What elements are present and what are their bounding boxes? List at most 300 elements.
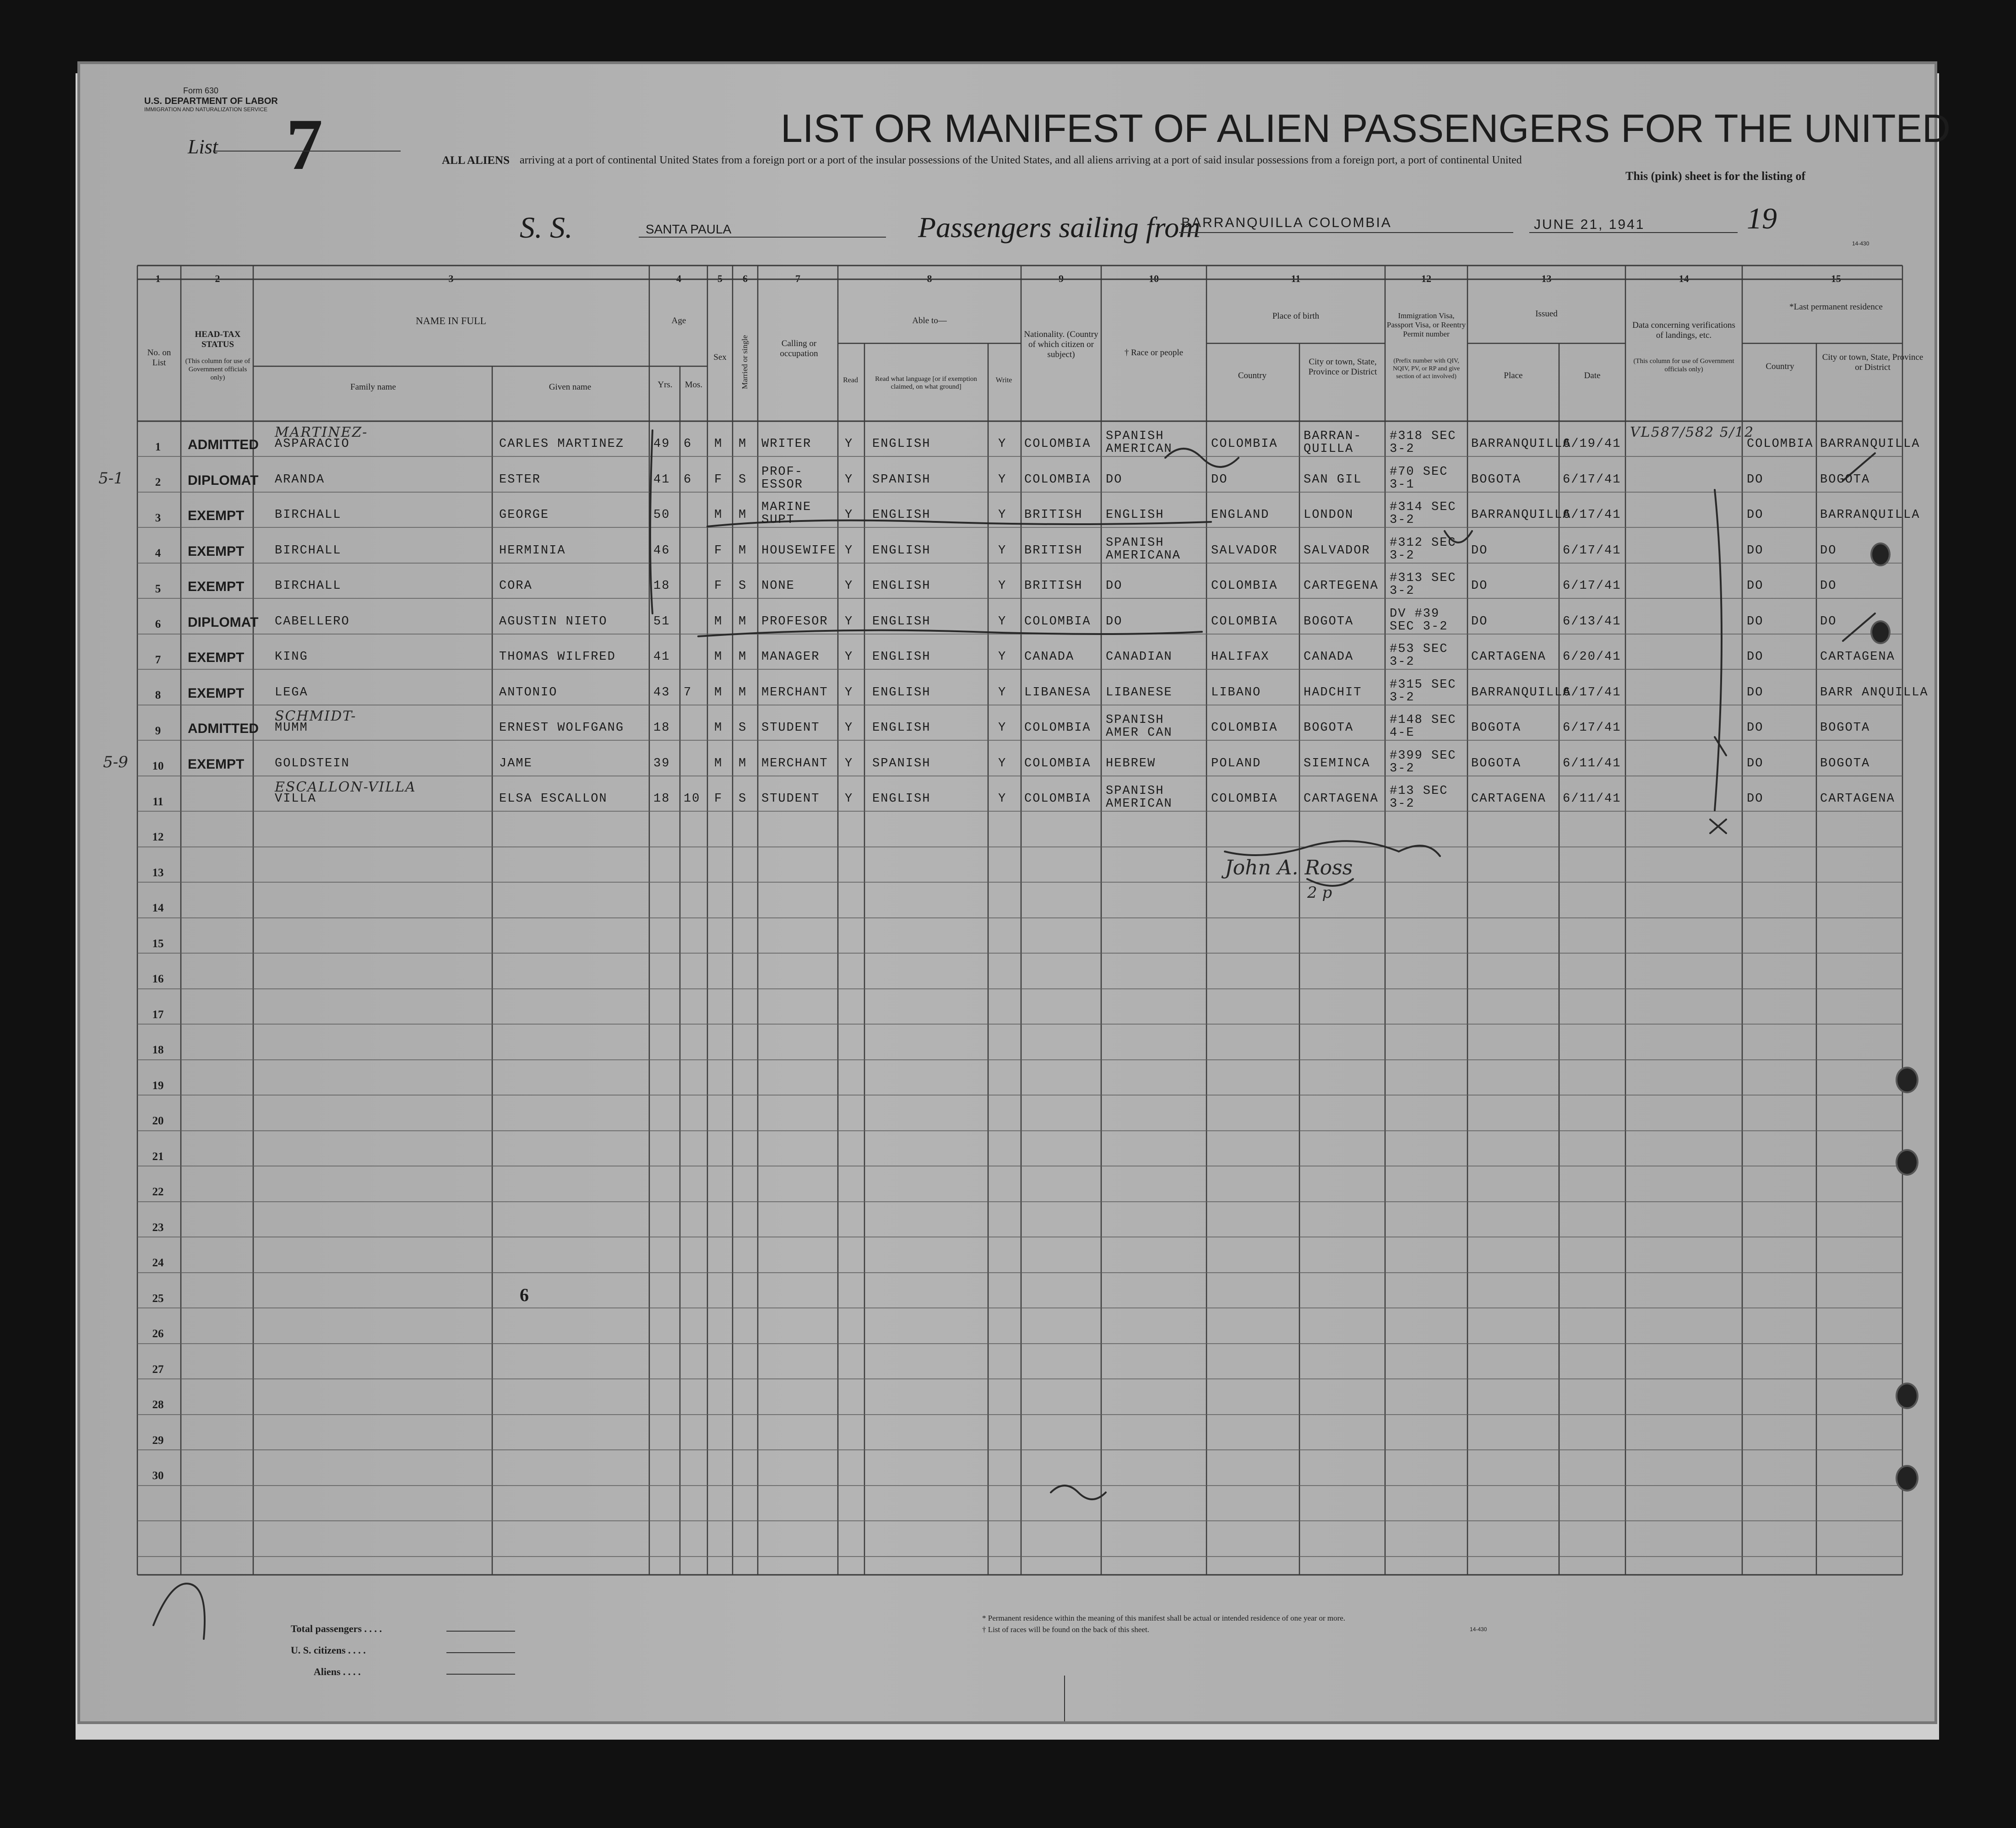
row-8-mos: 7 bbox=[684, 685, 692, 700]
row-4-sex: F bbox=[714, 543, 723, 558]
row-1-status: ADMITTED bbox=[188, 437, 259, 452]
row-number: 18 bbox=[152, 1044, 164, 1056]
row-6-race: DO bbox=[1106, 614, 1123, 629]
row-3-family: BIRCHALL bbox=[275, 508, 342, 522]
row-4-visa: #312 SEC 3-2 bbox=[1390, 536, 1456, 563]
binder-hole bbox=[1870, 542, 1891, 566]
row-6-given: AGUSTIN NIETO bbox=[499, 614, 608, 629]
row-5-ms: S bbox=[739, 579, 747, 593]
row-3-idate: 6/17/41 bbox=[1563, 508, 1621, 522]
row-1-rcity: BARRANQUILLA bbox=[1820, 437, 1920, 451]
row-6-status: DIPLOMAT bbox=[188, 614, 259, 630]
row-11-read: Y bbox=[845, 792, 853, 806]
hdr-head-tax-note: (This column for use of Government officials only) bbox=[185, 358, 250, 381]
row-4-ms: M bbox=[739, 543, 747, 558]
row-2-city: SAN GIL bbox=[1304, 472, 1362, 487]
row-11-mos: 10 bbox=[684, 792, 701, 806]
row-11-city: CARTAGENA bbox=[1304, 792, 1379, 806]
row-6-ms: M bbox=[739, 614, 747, 629]
row-6-idate: 6/13/41 bbox=[1563, 614, 1621, 629]
row-9-nat: COLOMBIA bbox=[1024, 721, 1091, 735]
signature-tail: 2 p bbox=[1307, 884, 1332, 902]
row-1-country: COLOMBIA bbox=[1211, 437, 1278, 451]
row-11-ms: S bbox=[739, 792, 747, 806]
hdr-yrs: Yrs. bbox=[658, 380, 673, 390]
row-1-sex: M bbox=[714, 437, 723, 451]
row-11-country: COLOMBIA bbox=[1211, 792, 1278, 806]
row-number: 23 bbox=[152, 1221, 164, 1234]
row-3-read: Y bbox=[845, 508, 853, 522]
row-3-lang: ENGLISH bbox=[872, 508, 931, 522]
sailing-label: Passengers sailing from bbox=[918, 211, 1201, 244]
row-7-place: CARTAGENA bbox=[1471, 650, 1546, 664]
row-3-given: GEORGE bbox=[499, 508, 549, 522]
row-10-yrs: 39 bbox=[653, 756, 670, 770]
row-10-nat: COLOMBIA bbox=[1024, 756, 1091, 770]
row-9-rcity: BOGOTA bbox=[1820, 721, 1870, 735]
row-11-visa: #13 SEC 3-2 bbox=[1390, 784, 1448, 811]
row-6-family: CABELLERO bbox=[275, 614, 350, 629]
row-11-place: CARTAGENA bbox=[1471, 792, 1546, 806]
row-2-occ: PROF- ESSOR bbox=[761, 465, 804, 492]
col-num-12: 12 bbox=[1421, 273, 1431, 284]
row-10-family: GOLDSTEIN bbox=[275, 756, 350, 770]
row-7-country: HALIFAX bbox=[1211, 650, 1270, 664]
row-2-race: DO bbox=[1106, 472, 1123, 487]
row-4-occ: HOUSEWIFE bbox=[761, 543, 837, 558]
row-4-given: HERMINIA bbox=[499, 543, 566, 558]
footer-note-residence: * Permanent residence within the meaning of this manifest shall be actual or intended residence of one year or more. bbox=[982, 1614, 1346, 1622]
row-number: 6 bbox=[155, 618, 161, 630]
form-number: Form 630 bbox=[183, 86, 219, 95]
row-7-rcountry: DO bbox=[1747, 650, 1764, 664]
row-9-status: ADMITTED bbox=[188, 721, 259, 736]
margin-mark: 5-9 bbox=[103, 753, 128, 771]
row-9-family: MUMM bbox=[275, 721, 308, 735]
ss-label: S. S. bbox=[520, 211, 573, 244]
row-5-status: EXEMPT bbox=[188, 579, 245, 594]
grid-lines bbox=[80, 64, 1934, 1721]
hdr-able-to: Able to— bbox=[912, 316, 947, 325]
col-num-11: 11 bbox=[1291, 273, 1301, 284]
row-2-ms: S bbox=[739, 472, 747, 487]
row-4-lang: ENGLISH bbox=[872, 543, 931, 558]
row-6-place: DO bbox=[1471, 614, 1488, 629]
row-11-occ: STUDENT bbox=[761, 792, 820, 806]
row-4-rcity: DO bbox=[1820, 543, 1837, 558]
row-2-place: BOGOTA bbox=[1471, 472, 1522, 487]
row-3-rcountry: DO bbox=[1747, 508, 1764, 522]
manifest-sheet bbox=[80, 64, 1951, 1721]
row-number: 28 bbox=[152, 1399, 164, 1411]
row-number: 12 bbox=[152, 831, 164, 843]
row-number: 27 bbox=[152, 1363, 164, 1376]
row-10-rcity: BOGOTA bbox=[1820, 756, 1870, 770]
hdr-nationality: Nationality. (Country of which citizen or subject) bbox=[1024, 330, 1098, 359]
row-8-yrs: 43 bbox=[653, 685, 670, 700]
hdr-country: Country bbox=[1238, 371, 1267, 380]
col-num-8: 8 bbox=[927, 273, 932, 284]
row-8-city: HADCHIT bbox=[1304, 685, 1362, 700]
row-3-yrs: 50 bbox=[653, 508, 670, 522]
row-4-nat: BRITISH bbox=[1024, 543, 1083, 558]
row-4-race: SPANISH AMERICANA bbox=[1106, 536, 1181, 563]
hdr-date: Date bbox=[1584, 371, 1601, 380]
row-11-write: Y bbox=[998, 792, 1007, 806]
row-1-write: Y bbox=[998, 437, 1007, 451]
row-6-lang: ENGLISH bbox=[872, 614, 931, 629]
col-num-15: 15 bbox=[1831, 273, 1841, 284]
row-5-rcountry: DO bbox=[1747, 579, 1764, 593]
hdr-read-lang: Read what language [or if exemption claimed, on what ground] bbox=[875, 375, 977, 391]
row-8-rcity: BARR ANQUILLA bbox=[1820, 685, 1929, 700]
row-7-status: EXEMPT bbox=[188, 650, 245, 665]
hdr-read: Read bbox=[843, 376, 858, 384]
row-7-write: Y bbox=[998, 650, 1007, 664]
hdr-visa: Immigration Visa, Passport Visa, or Reentry Permit number bbox=[1386, 311, 1466, 338]
row-2-status: DIPLOMAT bbox=[188, 472, 259, 488]
col-num-1: 1 bbox=[155, 273, 161, 284]
row-7-nat: CANADA bbox=[1024, 650, 1075, 664]
row-9-place: BOGOTA bbox=[1471, 721, 1522, 735]
row-1-nat: COLOMBIA bbox=[1024, 437, 1091, 451]
row-1-read: Y bbox=[845, 437, 853, 451]
departure-port: BARRANQUILLA COLOMBIA bbox=[1181, 215, 1392, 230]
row-9-given: ERNEST WOLFGANG bbox=[499, 721, 625, 735]
row-9-ms: S bbox=[739, 721, 747, 735]
row-2-yrs: 41 bbox=[653, 472, 670, 487]
row-11-nat: COLOMBIA bbox=[1024, 792, 1091, 806]
hdr-race: † Race or people bbox=[1124, 348, 1184, 358]
row-8-place: BARRANQUILLA bbox=[1471, 685, 1571, 700]
list-number: 7 bbox=[286, 103, 323, 185]
row-number: 29 bbox=[152, 1434, 164, 1447]
service: IMMIGRATION AND NATURALIZATION SERVICE bbox=[144, 106, 268, 113]
row-number: 22 bbox=[152, 1186, 164, 1198]
list-label: List bbox=[188, 136, 218, 158]
row-11-yrs: 18 bbox=[653, 792, 670, 806]
row-5-given: CORA bbox=[499, 579, 533, 593]
row-2-country: DO bbox=[1211, 472, 1228, 487]
row-6-country: COLOMBIA bbox=[1211, 614, 1278, 629]
row-3-ms: M bbox=[739, 508, 747, 522]
row-8-ms: M bbox=[739, 685, 747, 700]
row-7-rcity: CARTAGENA bbox=[1820, 650, 1895, 664]
row-7-visa: #53 SEC 3-2 bbox=[1390, 642, 1448, 669]
row-11-lang: ENGLISH bbox=[872, 792, 931, 806]
row-9-lang: ENGLISH bbox=[872, 721, 931, 735]
row-4-family: BIRCHALL bbox=[275, 543, 342, 558]
row-2-mos: 6 bbox=[684, 472, 692, 487]
row-1-occ: WRITER bbox=[761, 437, 812, 451]
row-number: 2 bbox=[155, 476, 161, 488]
row-5-idate: 6/17/41 bbox=[1563, 579, 1621, 593]
row-number: 19 bbox=[152, 1079, 164, 1092]
binder-hole bbox=[1896, 1149, 1918, 1176]
row-5-city: CARTEGENA bbox=[1304, 579, 1379, 593]
footer-us-citizens: U. S. citizens . . . . bbox=[291, 1644, 366, 1656]
row-10-status: EXEMPT bbox=[188, 756, 245, 772]
row-5-read: Y bbox=[845, 579, 853, 593]
row-1-visa: #318 SEC 3-2 bbox=[1390, 429, 1456, 456]
row-number: 10 bbox=[152, 760, 164, 772]
row-number: 3 bbox=[155, 512, 161, 524]
hdr-data-concerning: Data concerning verifications of landings, etc. bbox=[1632, 320, 1735, 340]
row-9-idate: 6/17/41 bbox=[1563, 721, 1621, 735]
row-10-read: Y bbox=[845, 756, 853, 770]
row-9-occ: STUDENT bbox=[761, 721, 820, 735]
hdr-res-country: Country bbox=[1766, 362, 1794, 371]
row-2-lang: SPANISH bbox=[872, 472, 931, 487]
row-8-visa: #315 SEC 3-2 bbox=[1390, 678, 1456, 705]
row-number: 16 bbox=[152, 973, 164, 985]
row-8-status: EXEMPT bbox=[188, 685, 245, 701]
row-9-read: Y bbox=[845, 721, 853, 735]
row-2-rcity: BOGOTA bbox=[1820, 472, 1870, 487]
footer-code: 14-430 bbox=[1470, 1626, 1487, 1633]
hdr-place: Place bbox=[1504, 371, 1523, 380]
row-1-yrs: 49 bbox=[653, 437, 670, 451]
row-8-read: Y bbox=[845, 685, 853, 700]
row-3-occ: MARINE SUPT bbox=[761, 500, 812, 527]
department: U.S. DEPARTMENT OF LABOR bbox=[144, 96, 278, 106]
subtitle: arriving at a port of continental United States from a foreign port or a port of the insular possessions of the United States, and all aliens arriving at a port of said insular possessions from a foreign port, a port of continental United bbox=[520, 154, 1522, 166]
row-8-country: LIBANO bbox=[1211, 685, 1261, 700]
row-6-city: BOGOTA bbox=[1304, 614, 1354, 629]
row-6-occ: PROFESOR bbox=[761, 614, 828, 629]
row-11-rcountry: DO bbox=[1747, 792, 1764, 806]
row-3-write: Y bbox=[998, 508, 1007, 522]
row-3-race: ENGLISH bbox=[1106, 508, 1164, 522]
row-1-given: CARLES MARTINEZ bbox=[499, 437, 625, 451]
row-8-family: LEGA bbox=[275, 685, 308, 700]
binder-hole bbox=[1896, 1067, 1918, 1093]
row-number: 4 bbox=[155, 547, 161, 559]
row-7-ms: M bbox=[739, 650, 747, 664]
row-5-lang: ENGLISH bbox=[872, 579, 931, 593]
row-5-rcity: DO bbox=[1820, 579, 1837, 593]
row-3-status: EXEMPT bbox=[188, 508, 245, 523]
row-10-city: SIEMINCA bbox=[1304, 756, 1370, 770]
row-4-city: SALVADOR bbox=[1304, 543, 1370, 558]
signature: John A. Ross bbox=[1225, 856, 1353, 879]
row-9-write: Y bbox=[998, 721, 1007, 735]
row-2-family: ARANDA bbox=[275, 472, 325, 487]
row-4-rcountry: DO bbox=[1747, 543, 1764, 558]
row-2-sex: F bbox=[714, 472, 723, 487]
row-3-visa: #314 SEC 3-2 bbox=[1390, 500, 1456, 527]
col-num-13: 13 bbox=[1541, 273, 1552, 284]
row-7-idate: 6/20/41 bbox=[1563, 650, 1621, 664]
row-2-rcountry: DO bbox=[1747, 472, 1764, 487]
row-8-occ: MERCHANT bbox=[761, 685, 828, 700]
hdr-place-of-birth: Place of birth bbox=[1272, 311, 1320, 321]
sailing-date: JUNE 21, 1941 bbox=[1534, 217, 1645, 232]
row-9-country: COLOMBIA bbox=[1211, 721, 1278, 735]
row-7-race: CANADIAN bbox=[1106, 650, 1173, 664]
row-6-read: Y bbox=[845, 614, 853, 629]
row-number: 7 bbox=[155, 654, 161, 666]
row-number: 8 bbox=[155, 689, 161, 701]
row-7-family: KING bbox=[275, 650, 308, 664]
row-2-idate: 6/17/41 bbox=[1563, 472, 1621, 487]
hdr-data-note: (This column for use of Government officials only) bbox=[1633, 358, 1734, 373]
row-number: 17 bbox=[152, 1009, 164, 1021]
row-10-ms: M bbox=[739, 756, 747, 770]
row-10-place: BOGOTA bbox=[1471, 756, 1522, 770]
row-1-place: BARRANQUILLA bbox=[1471, 437, 1571, 451]
row-9-city: BOGOTA bbox=[1304, 721, 1354, 735]
row-3-rcity: BARRANQUILLA bbox=[1820, 508, 1920, 522]
year-label: 19 bbox=[1747, 202, 1777, 235]
row-4-country: SALVADOR bbox=[1211, 543, 1278, 558]
row-11-rcity: CARTAGENA bbox=[1820, 792, 1895, 806]
row-4-write: Y bbox=[998, 543, 1007, 558]
col-num-3: 3 bbox=[448, 273, 454, 284]
row-7-yrs: 41 bbox=[653, 650, 670, 664]
row-1-family-note: MARTINEZ- bbox=[275, 424, 368, 440]
hdr-mos: Mos. bbox=[685, 380, 703, 390]
row-1-rcountry: COLOMBIA bbox=[1747, 437, 1814, 451]
row-8-race: LIBANESE bbox=[1106, 685, 1173, 700]
col-num-2: 2 bbox=[215, 273, 220, 284]
row-8-nat: LIBANESA bbox=[1024, 685, 1091, 700]
row-11-family-note: ESCALLON-VILLA bbox=[275, 779, 416, 795]
row-4-status: EXEMPT bbox=[188, 543, 245, 559]
page-number: 6 bbox=[520, 1285, 529, 1305]
row-number: 15 bbox=[152, 938, 164, 950]
row-number: 13 bbox=[152, 867, 164, 879]
row-8-rcountry: DO bbox=[1747, 685, 1764, 700]
row-10-lang: SPANISH bbox=[872, 756, 931, 770]
row-10-visa: #399 SEC 3-2 bbox=[1390, 749, 1456, 776]
row-5-place: DO bbox=[1471, 579, 1488, 593]
hdr-calling: Calling or occupation bbox=[780, 339, 818, 358]
row-5-family: BIRCHALL bbox=[275, 579, 342, 593]
hdr-married: Married or single bbox=[740, 335, 749, 390]
row-10-country: POLAND bbox=[1211, 756, 1261, 770]
subtitle-2: This (pink) sheet is for the listing of bbox=[1625, 169, 1806, 183]
row-7-sex: M bbox=[714, 650, 723, 664]
row-1-mos: 6 bbox=[684, 437, 692, 451]
row-number: 21 bbox=[152, 1150, 164, 1163]
row-1-lang: ENGLISH bbox=[872, 437, 931, 451]
row-number: 30 bbox=[152, 1470, 164, 1482]
row-6-visa: DV #39 SEC 3-2 bbox=[1390, 607, 1448, 634]
row-6-rcity: DO bbox=[1820, 614, 1837, 629]
row-10-given: JAME bbox=[499, 756, 533, 770]
row-8-idate: 6/17/41 bbox=[1563, 685, 1621, 700]
hdr-head-tax: HEAD-TAX STATUS bbox=[195, 330, 241, 349]
row-8-sex: M bbox=[714, 685, 723, 700]
page-title: LIST OR MANIFEST OF ALIEN PASSENGERS FOR THE UNITED bbox=[781, 107, 1951, 151]
row-2-given: ESTER bbox=[499, 472, 541, 487]
row-5-occ: NONE bbox=[761, 579, 795, 593]
row-11-family: VILLA bbox=[275, 792, 317, 806]
hdr-city: City or town, State, Province or District bbox=[1308, 357, 1377, 377]
row-number: 25 bbox=[152, 1292, 164, 1305]
row-8-given: ANTONIO bbox=[499, 685, 558, 700]
row-1-idate: 6/19/41 bbox=[1563, 437, 1621, 451]
row-7-read: Y bbox=[845, 650, 853, 664]
row-2-visa: #70 SEC 3-1 bbox=[1390, 465, 1448, 492]
row-10-idate: 6/11/41 bbox=[1563, 756, 1621, 770]
row-10-occ: MERCHANT bbox=[761, 756, 828, 770]
row-2-nat: COLOMBIA bbox=[1024, 472, 1091, 487]
binder-hole bbox=[1896, 1383, 1918, 1409]
row-1-race: SPANISH AMERICAN bbox=[1106, 429, 1173, 456]
col-num-7: 7 bbox=[795, 273, 800, 284]
row-3-nat: BRITISH bbox=[1024, 508, 1083, 522]
row-6-nat: COLOMBIA bbox=[1024, 614, 1091, 629]
ship-name: SANTA PAULA bbox=[646, 222, 732, 236]
hdr-age: Age bbox=[671, 316, 686, 325]
row-1-ms: M bbox=[739, 437, 747, 451]
row-5-nat: BRITISH bbox=[1024, 579, 1083, 593]
row-9-visa: #148 SEC 4-E bbox=[1390, 713, 1456, 740]
row-5-yrs: 18 bbox=[653, 579, 670, 593]
footer-aliens: Aliens . . . . bbox=[314, 1666, 361, 1677]
row-number: 20 bbox=[152, 1115, 164, 1127]
row-9-race: SPANISH AMER CAN bbox=[1106, 713, 1173, 740]
row-11-race: SPANISH AMERICAN bbox=[1106, 784, 1173, 811]
row-6-rcountry: DO bbox=[1747, 614, 1764, 629]
row-1-data: VL587/582 5/12 bbox=[1630, 424, 1755, 440]
col-num-10: 10 bbox=[1149, 273, 1159, 284]
col-num-5: 5 bbox=[717, 273, 723, 284]
hdr-res-city: City or town, State, Province or District bbox=[1822, 353, 1924, 372]
row-4-idate: 6/17/41 bbox=[1563, 543, 1621, 558]
row-11-given: ELSA ESCALLON bbox=[499, 792, 608, 806]
margin-mark: 5-1 bbox=[98, 469, 124, 488]
row-number: 9 bbox=[155, 725, 161, 737]
binder-hole bbox=[1870, 620, 1891, 644]
row-10-rcountry: DO bbox=[1747, 756, 1764, 770]
row-10-write: Y bbox=[998, 756, 1007, 770]
row-4-read: Y bbox=[845, 543, 853, 558]
row-3-place: BARRANQUILLA bbox=[1471, 508, 1571, 522]
row-5-country: COLOMBIA bbox=[1211, 579, 1278, 593]
row-10-race: HEBREW bbox=[1106, 756, 1156, 770]
row-1-city: BARRAN- QUILLA bbox=[1304, 429, 1362, 456]
row-5-race: DO bbox=[1106, 579, 1123, 593]
row-5-visa: #313 SEC 3-2 bbox=[1390, 571, 1456, 598]
row-11-sex: F bbox=[714, 792, 723, 806]
row-number: 24 bbox=[152, 1257, 164, 1269]
row-number: 1 bbox=[155, 441, 161, 453]
col-num-4: 4 bbox=[676, 273, 681, 284]
row-number: 11 bbox=[152, 796, 163, 808]
col-num-6: 6 bbox=[743, 273, 748, 284]
row-8-write: Y bbox=[998, 685, 1007, 700]
hdr-family-name: Family name bbox=[350, 382, 396, 392]
hdr-last-residence: *Last permanent residence bbox=[1789, 302, 1883, 312]
row-9-rcountry: DO bbox=[1747, 721, 1764, 735]
row-10-sex: M bbox=[714, 756, 723, 770]
row-5-sex: F bbox=[714, 579, 723, 593]
row-9-family-note: SCHMIDT- bbox=[275, 708, 357, 724]
row-8-lang: ENGLISH bbox=[872, 685, 931, 700]
row-7-given: THOMAS WILFRED bbox=[499, 650, 616, 664]
row-7-city: CANADA bbox=[1304, 650, 1354, 664]
footer-note-races: † List of races will be found on the back of this sheet. bbox=[982, 1625, 1149, 1634]
row-6-write: Y bbox=[998, 614, 1007, 629]
form-code: 14-430 bbox=[1852, 240, 1869, 247]
footer-total-passengers: Total passengers . . . . bbox=[291, 1623, 382, 1634]
row-2-read: Y bbox=[845, 472, 853, 487]
row-3-sex: M bbox=[714, 508, 723, 522]
row-1-family: ASPARACIO bbox=[275, 437, 350, 451]
